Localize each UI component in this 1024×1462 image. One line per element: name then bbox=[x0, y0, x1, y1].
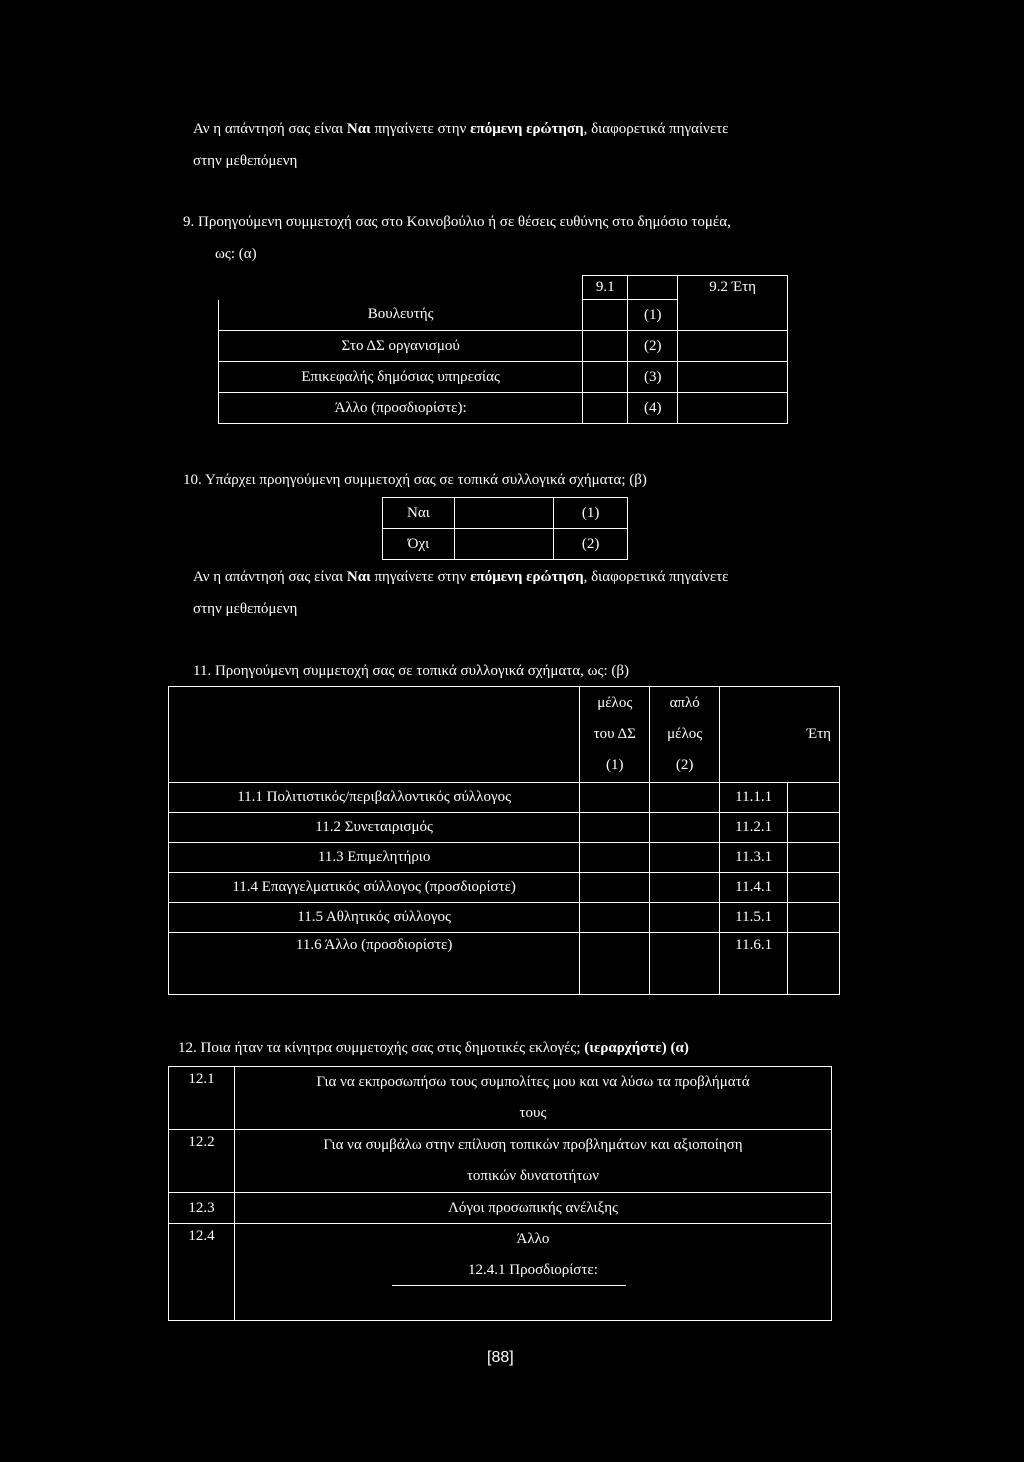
row-label: 11.1 Πολιτιστικός/περιβαλλοντικός σύλλογος bbox=[169, 783, 580, 813]
row-label: Επικεφαλής δημόσιας υπηρεσίας bbox=[219, 362, 583, 393]
motive-text bbox=[234, 1067, 831, 1130]
motive-number: 12.3 bbox=[169, 1193, 235, 1224]
header-line: του ΔΣ bbox=[593, 726, 636, 742]
col-header-board-member bbox=[580, 687, 650, 783]
note-text: , διαφορετικά πηγαίνετε bbox=[583, 569, 729, 585]
motive-text: Λόγοι προσωπικής ανέλιξης bbox=[234, 1193, 831, 1224]
header-line: απλό bbox=[669, 695, 700, 711]
code-cell: 11.2.1 bbox=[720, 813, 788, 843]
header-line: μέλος bbox=[597, 695, 633, 711]
row-label: 11.2 Συνεταιρισμός bbox=[169, 813, 580, 843]
motive-line: Άλλο bbox=[516, 1231, 550, 1247]
motive-number: 12.2 bbox=[169, 1130, 235, 1193]
checkbox-cell[interactable] bbox=[580, 933, 650, 995]
motive-line: τους bbox=[519, 1105, 547, 1121]
motive-line: Για να συμβάλω στην επίλυση τοπικών προβλημάτων και αξιοποίηση bbox=[323, 1137, 743, 1153]
code-cell: 11.3.1 bbox=[720, 843, 788, 873]
instruction-note-2-line2: στην μεθεπόμενη bbox=[193, 601, 298, 617]
checkbox-cell[interactable] bbox=[454, 498, 553, 529]
code-cell: (2) bbox=[554, 529, 628, 560]
row-label: 11.6 Άλλο (προσδιορίστε) bbox=[169, 933, 580, 995]
row-label: Στο ΔΣ οργανισμού bbox=[219, 331, 583, 362]
checkbox-cell[interactable] bbox=[583, 362, 628, 393]
code-cell: (2) bbox=[628, 331, 678, 362]
checkbox-cell[interactable] bbox=[650, 933, 720, 995]
instruction-note-1 bbox=[193, 113, 728, 145]
note-bold-yes: Ναι bbox=[346, 121, 371, 137]
code-cell: 11.6.1 bbox=[720, 933, 788, 995]
note-text: πηγαίνετε στην bbox=[370, 121, 471, 137]
note-bold-yes: Ναι bbox=[346, 569, 371, 585]
checkbox-cell[interactable] bbox=[580, 873, 650, 903]
instruction-note-1-line2: στην μεθεπόμενη bbox=[193, 153, 298, 169]
row-label: Βουλευτής bbox=[219, 300, 583, 331]
years-cell[interactable] bbox=[788, 933, 840, 995]
empty-header-cell bbox=[169, 687, 580, 783]
checkbox-cell[interactable] bbox=[580, 783, 650, 813]
code-cell: 11.5.1 bbox=[720, 903, 788, 933]
row-label: 11.3 Επιμελητήριο bbox=[169, 843, 580, 873]
code-cell: (4) bbox=[628, 393, 678, 424]
specify-label: 12.4.1 Προσδιορίστε: bbox=[468, 1262, 598, 1278]
col-header-years: Έτη bbox=[720, 687, 840, 783]
col-header-simple-member bbox=[650, 687, 720, 783]
question-text: 12. Ποια ήταν τα κίνητρα συμμετοχής σας στις δημοτικές εκλογές; bbox=[178, 1040, 585, 1056]
motive-number: 12.1 bbox=[169, 1067, 235, 1130]
motive-line: τοπικών δυνατοτήτων bbox=[466, 1168, 600, 1184]
checkbox-cell[interactable] bbox=[583, 300, 628, 331]
specify-underline bbox=[392, 1285, 626, 1286]
question-10: 10. Υπάρχει προηγούμενη συμμετοχή σας σε τοπικά συλλογικά σχήματα; (β) bbox=[183, 472, 647, 488]
checkbox-cell[interactable] bbox=[650, 783, 720, 813]
motive-line: Για να εκπροσωπήσω τους συμπολίτες μου και να λύσω τα προβλήματά bbox=[316, 1074, 750, 1090]
code-cell: (1) bbox=[554, 498, 628, 529]
note-text: , διαφορετικά πηγαίνετε bbox=[583, 121, 729, 137]
code-cell: (3) bbox=[628, 362, 678, 393]
question-11: 11. Προηγούμενη συμμετοχή σας σε τοπικά συλλογικά σχήματα, ως: (β) bbox=[193, 663, 629, 679]
row-label: Άλλο (προσδιορίστε): bbox=[219, 393, 583, 424]
table-q9 bbox=[218, 275, 788, 424]
checkbox-cell[interactable] bbox=[650, 813, 720, 843]
checkbox-cell[interactable] bbox=[580, 813, 650, 843]
row-label: 11.4 Επαγγελματικός σύλλογος (προσδιορίστε) bbox=[169, 873, 580, 903]
table-q10 bbox=[382, 497, 628, 560]
years-cell[interactable] bbox=[788, 783, 840, 813]
empty-cell bbox=[628, 276, 678, 300]
row-label: 11.5 Αθλητικός σύλλογος bbox=[169, 903, 580, 933]
question-9: 9. Προηγούμενη συμμετοχή σας στο Κοινοβούλιο ή σε θέσεις ευθύνης στο δημόσιο τομέα, bbox=[183, 214, 731, 230]
table-q12 bbox=[168, 1066, 832, 1321]
years-cell[interactable] bbox=[678, 300, 788, 331]
row-label: Ναι bbox=[383, 498, 455, 529]
years-cell[interactable] bbox=[788, 873, 840, 903]
code-cell: (1) bbox=[628, 300, 678, 331]
note-text: Αν η απάντησή σας είναι bbox=[193, 121, 347, 137]
empty-cell bbox=[219, 276, 583, 300]
note-bold-next: επόμενη ερώτηση bbox=[470, 121, 584, 137]
checkbox-cell[interactable] bbox=[650, 873, 720, 903]
checkbox-cell[interactable] bbox=[650, 843, 720, 873]
col-header-9-1: 9.1 bbox=[583, 276, 628, 300]
checkbox-cell[interactable] bbox=[580, 903, 650, 933]
checkbox-cell[interactable] bbox=[583, 331, 628, 362]
note-text: πηγαίνετε στην bbox=[370, 569, 471, 585]
motive-text bbox=[234, 1224, 831, 1321]
table-q11 bbox=[168, 686, 840, 995]
note-bold-next: επόμενη ερώτηση bbox=[470, 569, 584, 585]
code-cell: 11.1.1 bbox=[720, 783, 788, 813]
motive-number: 12.4 bbox=[169, 1224, 235, 1321]
years-cell[interactable] bbox=[788, 813, 840, 843]
specify-blank[interactable] bbox=[239, 1286, 827, 1320]
question-9-line2: ως: (α) bbox=[215, 246, 257, 262]
years-cell[interactable] bbox=[678, 331, 788, 362]
header-line: μέλος bbox=[667, 726, 703, 742]
page-number: [88] bbox=[487, 1349, 514, 1366]
col-header-9-2: 9.2 Έτη bbox=[678, 276, 788, 300]
motive-text bbox=[234, 1130, 831, 1193]
checkbox-cell[interactable] bbox=[580, 843, 650, 873]
checkbox-cell[interactable] bbox=[454, 529, 553, 560]
code-cell: 11.4.1 bbox=[720, 873, 788, 903]
years-cell[interactable] bbox=[678, 393, 788, 424]
years-cell[interactable] bbox=[788, 903, 840, 933]
instruction-note-2 bbox=[193, 561, 728, 593]
question-12 bbox=[178, 1032, 689, 1064]
years-cell[interactable] bbox=[678, 362, 788, 393]
checkbox-cell[interactable] bbox=[650, 903, 720, 933]
row-label: Όχι bbox=[383, 529, 455, 560]
checkbox-cell[interactable] bbox=[583, 393, 628, 424]
header-line: (2) bbox=[675, 757, 694, 773]
question-bold: (ιεραρχήστε) (α) bbox=[584, 1040, 689, 1056]
years-cell[interactable] bbox=[788, 843, 840, 873]
header-line: (1) bbox=[605, 757, 624, 773]
note-text: Αν η απάντησή σας είναι bbox=[193, 569, 347, 585]
